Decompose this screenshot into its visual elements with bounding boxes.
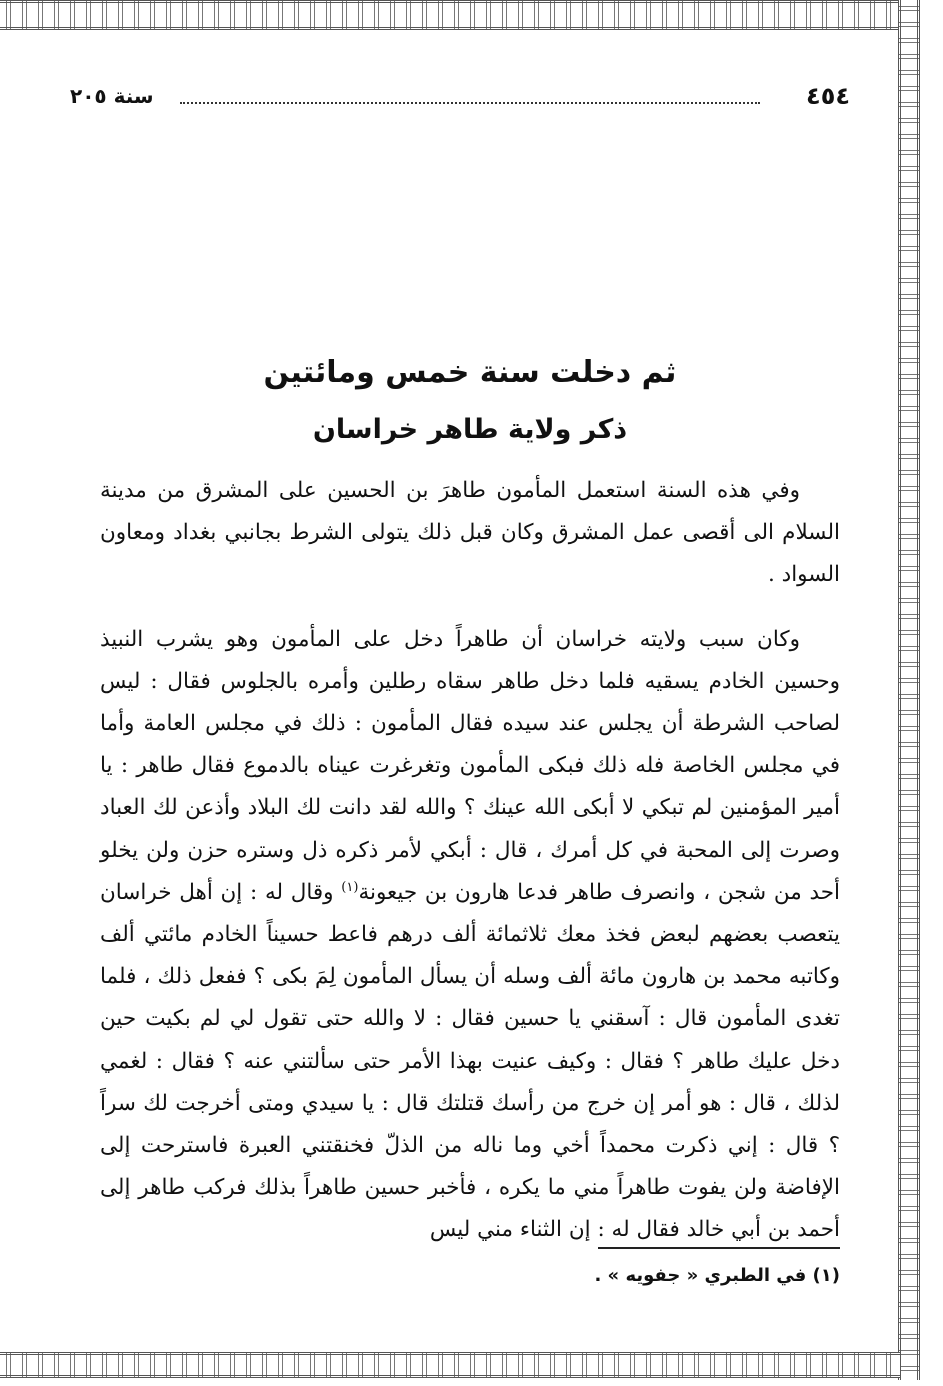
paragraph-2-continuation: وقال له : إن أهل خراسان يتعصب بعضهم لبعض فخذ معك ثلاثمائة ألف درهم فاعط حسيناً الخادم مائتي ألف وكاتبه محمد بن هارون مائة ألف وسله أن يسأل المأمون لِمَ بكى ؟ ففعل ذلك ، فلما تغدى المأمون قال : آسقني يا حسين فقال : لا والله حتى تقول لي لم بكيت حين دخل عليك طاهر ؟ فقال : وكيف عنيت بهذا الأمر حتى سألتني عنه ؟ فقال : لغمي لذلك ، قال : هو أمر إن خرج من رأسك قتلتك قال : يا سيدي ومتى أخرجت لك سراً ؟ قال : إني ذكرت محمداً أخي وما ناله من الذلّ فخنقتني العبرة فاسترحت إلى الإفاضة ولن يفوت طاهراً مني ما يكره ، فأخبر حسين طاهراً بذلك فركب طاهر إلى أحمد بن أبي خالد فقال له : إن الثناء مني ليس xyxy=(100,879,840,1243)
chapter-title: ثم دخلت سنة خمس ومائتين xyxy=(263,355,677,390)
running-head: سنة ٢٠٥ xyxy=(70,84,154,108)
footnote-marker: (١) xyxy=(341,879,359,895)
body-text xyxy=(100,470,840,1252)
footnote: (١) في الطبري « جفويه » . xyxy=(594,1265,840,1286)
footnote-separator xyxy=(598,1247,840,1249)
paragraph-1: وفي هذه السنة استعمل المأمون طاهرَ بن الحسين على المشرق من مدينة السلام الى أقصى عمل المشرق وكان قبل ذلك يتولى الشرط بجانبي بغداد ومعاون السواد . xyxy=(100,478,840,588)
header-dotted-leader xyxy=(180,102,760,104)
bottom-ornamental-border xyxy=(0,1352,900,1378)
right-ornamental-border xyxy=(898,0,920,1380)
paragraph-2-text: وكان سبب ولايته خراسان أن طاهراً دخل على المأمون وهو يشرب النبيذ وحسين الخادم يسقيه فلما دخل طاهر سقاه رطلين وأمره بالجلوس فقال : ليس لصاحب الشرطة أن يجلس عند سيده فقال المأمون : ذلك في مجلس العامة وأما في مجلس الخاصة فله ذلك فبكى المأمون وتغرغرت عيناه بالدموع فقال طاهر : يا أمير المؤمنين لم تبكي لا أبكى الله عينك ؟ والله لقد دانت لك البلاد وأذعن لك العباد وصرت إلى المحبة في كل أمرك ، قال : أبكي لأمر ذكره ذل وستره حزن ولن يخلو أحد من شجن ، وانصرف طاهر فدعا هارون بن جيعونة xyxy=(100,626,840,905)
page-header xyxy=(70,82,850,116)
top-ornamental-border xyxy=(0,0,900,30)
page-number: ٤٥٤ xyxy=(806,82,850,110)
paragraph-2 xyxy=(100,619,840,1252)
section-title: ذكر ولاية طاهر خراسان xyxy=(312,414,628,445)
